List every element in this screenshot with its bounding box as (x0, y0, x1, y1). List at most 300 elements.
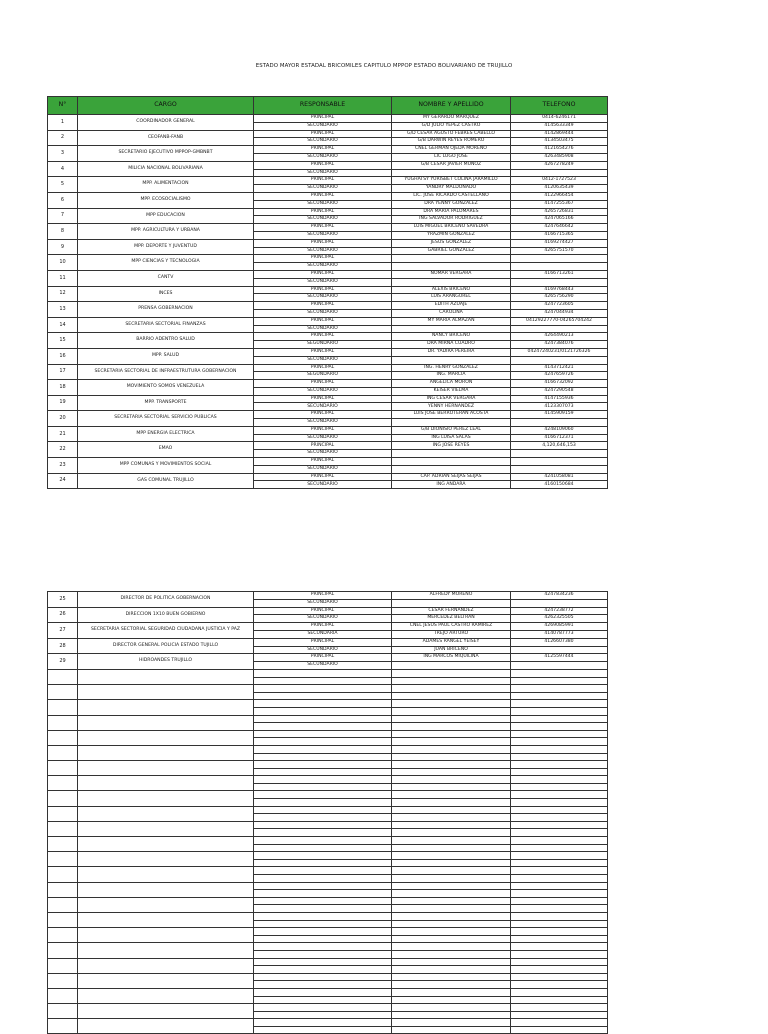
row-telefono: 4247290548 (511, 387, 608, 395)
row-responsable: PRINCIPAL (254, 255, 392, 263)
row-nombre (392, 263, 511, 271)
row-number: 12 (48, 286, 78, 302)
row-telefono (511, 829, 608, 837)
row-nombre: ING CESAR VERGARA (392, 395, 511, 403)
table-row (48, 364, 608, 372)
row-responsable (254, 1011, 392, 1019)
row-cargo: SECRETARIA SECTORIAL FINANZAS (78, 317, 254, 333)
row-cargo: MPP ENERGIA ELECTRICA (78, 426, 254, 442)
row-cargo: MPP. DEPORTE Y JUVENTUD (78, 239, 254, 255)
table-row (48, 317, 608, 325)
row-nombre: ING ANDARA (392, 481, 511, 489)
row-telefono (511, 844, 608, 852)
row-responsable (254, 776, 392, 784)
row-number (48, 973, 78, 988)
row-responsable: SECUNDARIO (254, 325, 392, 333)
row-nombre: ALEXIS BRICEÑO (392, 286, 511, 294)
row-responsable: PRINCIPAL (254, 395, 392, 403)
row-telefono: 4247659726 (511, 372, 608, 380)
row-telefono: 4120635439 (511, 185, 608, 193)
table-row (48, 592, 608, 600)
row-responsable (254, 806, 392, 814)
row-nombre (392, 419, 511, 427)
row-nombre (392, 783, 511, 791)
row-nombre (392, 973, 511, 981)
row-telefono: 4147255367 (511, 200, 608, 208)
row-nombre (392, 707, 511, 715)
row-cargo: PRENSA GOBERNACION (78, 302, 254, 318)
empty-row (48, 761, 608, 769)
row-nombre: ING. MARCIA (392, 372, 511, 380)
row-telefono: 4247646642 (511, 224, 608, 232)
row-responsable (254, 973, 392, 981)
row-nombre (392, 761, 511, 769)
table-row (48, 255, 608, 263)
row-nombre (392, 806, 511, 814)
row-number: 4 (48, 161, 78, 177)
contacts-table-2 (47, 591, 608, 1034)
header-number: N° (48, 97, 78, 115)
row-responsable: SECUNDARIO (254, 356, 392, 364)
row-number: 28 (48, 638, 78, 654)
row-nombre (392, 905, 511, 913)
row-telefono (511, 920, 608, 928)
row-telefono (511, 867, 608, 875)
row-responsable: SECUNDARIO (254, 200, 392, 208)
row-telefono (511, 700, 608, 708)
header-responsable: RESPONSABLE (254, 97, 392, 115)
row-responsable: PRINCIPAL (254, 380, 392, 388)
row-telefono (511, 599, 608, 607)
row-telefono (511, 745, 608, 753)
row-telefono: 4126607380 (511, 638, 608, 646)
row-nombre (392, 791, 511, 799)
row-responsable (254, 761, 392, 769)
table-row (48, 607, 608, 615)
row-cargo: MPP EDUCACION (78, 208, 254, 224)
row-responsable: SECUNDARIO (254, 646, 392, 654)
row-cargo (78, 776, 254, 791)
empty-row (48, 821, 608, 829)
row-cargo (78, 928, 254, 943)
row-nombre (392, 458, 511, 466)
row-nombre: NOMAR VERGARA (392, 270, 511, 278)
row-number (48, 715, 78, 730)
row-number (48, 745, 78, 760)
row-cargo: CEOFANB-FANB (78, 130, 254, 146)
table-row (48, 224, 608, 232)
row-number: 7 (48, 208, 78, 224)
row-telefono (511, 707, 608, 715)
row-responsable: PRINCIPAL (254, 623, 392, 631)
row-cargo: SECRETARIO EJECUTIVO MPPOP-GMBNBT (78, 146, 254, 162)
row-responsable (254, 981, 392, 989)
row-telefono (511, 973, 608, 981)
row-cargo: MPP. AGRICULTURA Y URBANA (78, 224, 254, 240)
row-telefono (511, 821, 608, 829)
row-responsable (254, 783, 392, 791)
row-nombre: ING SALVADOR RODRIGUEZ (392, 216, 511, 224)
row-nombre (392, 821, 511, 829)
table-row (48, 161, 608, 169)
document-title: ESTADO MAYOR ESTADAL BRICOMILES CAPITULO MPPOP ESTADO BOLIVARIANO DE TRUJILLO (255, 63, 513, 69)
row-responsable (254, 988, 392, 996)
row-nombre (392, 988, 511, 996)
row-telefono (511, 263, 608, 271)
header-row (48, 97, 608, 115)
row-nombre: DR. YADIRA PEREIRA (392, 348, 511, 356)
row-telefono (511, 981, 608, 989)
row-nombre (392, 745, 511, 753)
row-cargo (78, 669, 254, 684)
contacts-table-1 (47, 96, 608, 489)
row-nombre: G/D JULIO YEPEZ CASTRO (392, 122, 511, 130)
empty-row (48, 791, 608, 799)
row-responsable: PRINCIPAL (254, 364, 392, 372)
row-nombre (392, 966, 511, 974)
row-responsable: PRINCIPAL (254, 161, 392, 169)
row-nombre: CNEL JESUS PAUL CASTRO RAMIREZ (392, 623, 511, 631)
row-responsable (254, 928, 392, 936)
row-responsable (254, 685, 392, 693)
table-row (48, 333, 608, 341)
row-responsable (254, 1026, 392, 1034)
row-telefono (511, 255, 608, 263)
row-nombre: ANGELICA MORON (392, 380, 511, 388)
row-telefono (511, 996, 608, 1004)
row-responsable (254, 723, 392, 731)
row-telefono (511, 791, 608, 799)
row-nombre: YRAZMIN GONZALEZ (392, 231, 511, 239)
row-responsable: SECUNDARIO (254, 278, 392, 286)
row-responsable: PRINCIPAL (254, 115, 392, 123)
row-nombre: YANDRY MALDONADO (392, 185, 511, 193)
row-nombre (392, 669, 511, 677)
row-nombre (392, 890, 511, 898)
row-nombre (392, 935, 511, 943)
row-telefono: 4265751570 (511, 247, 608, 255)
row-telefono: 4140787773 (511, 630, 608, 638)
row-responsable: PRINCIPAL (254, 270, 392, 278)
row-nombre (392, 829, 511, 837)
row-responsable (254, 837, 392, 845)
row-telefono (511, 988, 608, 996)
row-responsable (254, 875, 392, 883)
row-cargo: MPP. TRANSPORTE (78, 395, 254, 411)
row-nombre (392, 753, 511, 761)
row-responsable: PRINCIPAL (254, 592, 392, 600)
row-nombre: DRA YENNY GONZALEZ (392, 200, 511, 208)
row-nombre (392, 715, 511, 723)
row-number: 17 (48, 364, 78, 380)
row-responsable: SECUNDARIO (254, 169, 392, 177)
row-cargo (78, 685, 254, 700)
row-telefono (511, 882, 608, 890)
row-telefono: 4,120,646,153 (511, 442, 608, 450)
table-row (48, 623, 608, 631)
row-telefono: 4145633349 (511, 122, 608, 130)
row-number: 5 (48, 177, 78, 193)
table-row (48, 458, 608, 466)
row-number (48, 730, 78, 745)
row-telefono: 4265726831 (511, 208, 608, 216)
row-cargo: EMAO (78, 442, 254, 458)
row-nombre (392, 723, 511, 731)
row-responsable (254, 799, 392, 807)
row-responsable: SECUNDARIO (254, 309, 392, 317)
row-telefono: 4247834236 (511, 592, 608, 600)
row-telefono: 4121654276 (511, 146, 608, 154)
row-telefono (511, 950, 608, 958)
row-responsable: PRINCIPAL (254, 638, 392, 646)
row-telefono (511, 806, 608, 814)
row-responsable: PRINCIPAL (254, 192, 392, 200)
row-telefono: 4169274427 (511, 239, 608, 247)
row-telefono (511, 1004, 608, 1012)
row-nombre (392, 837, 511, 845)
row-telefono (511, 419, 608, 427)
row-nombre (392, 943, 511, 951)
row-responsable (254, 867, 392, 875)
header-cargo: CARGO (78, 97, 254, 115)
row-cargo (78, 988, 254, 1003)
row-responsable: PRINCIPAL (254, 654, 392, 662)
row-cargo: SECRETARIA SECTORIAL SERVICIO PUBLICAS (78, 411, 254, 427)
row-responsable: SECUNDARIO (254, 599, 392, 607)
header-nombre: NOMBRE Y APELLIDO (392, 97, 511, 115)
table-row (48, 130, 608, 138)
row-telefono (511, 356, 608, 364)
row-number (48, 837, 78, 852)
row-nombre: ING JOSE REYES (392, 442, 511, 450)
row-number (48, 988, 78, 1003)
row-number: 25 (48, 592, 78, 608)
row-responsable: SECUNDARIO (254, 465, 392, 473)
row-responsable: SECUNDARIO (254, 138, 392, 146)
row-telefono (511, 814, 608, 822)
row-nombre: G/B CESAR JAVIER MUÑOZ (392, 161, 511, 169)
row-telefono (511, 761, 608, 769)
table-row (48, 654, 608, 662)
row-number (48, 821, 78, 836)
row-cargo (78, 867, 254, 882)
row-number: 2 (48, 130, 78, 146)
row-telefono (511, 776, 608, 784)
row-responsable: SECUNDARIO (254, 122, 392, 130)
row-telefono (511, 715, 608, 723)
row-responsable: SEGUNDARIO (254, 372, 392, 380)
row-number: 27 (48, 623, 78, 639)
row-responsable (254, 730, 392, 738)
row-cargo: SECRETARIA SECTORIAL SEGURIDAD CIUDADANA JUSTICIA Y PAZ (78, 623, 254, 639)
empty-row (48, 806, 608, 814)
row-nombre: LUIS ARANGUREL (392, 294, 511, 302)
row-nombre: CNEL GERMAN OJEDA MORENO (392, 146, 511, 154)
row-telefono: 4247044934 (511, 309, 608, 317)
row-telefono: 4166712371 (511, 434, 608, 442)
row-number (48, 943, 78, 958)
row-nombre: G/B DIONISIO PEREZ LEAL (392, 426, 511, 434)
row-nombre: TREJO ARTURO (392, 630, 511, 638)
row-nombre (392, 768, 511, 776)
row-cargo (78, 715, 254, 730)
row-number (48, 776, 78, 791)
row-telefono: 4145909159 (511, 411, 608, 419)
row-number: 3 (48, 146, 78, 162)
row-nombre (392, 882, 511, 890)
row-cargo (78, 897, 254, 912)
row-nombre: MY MARIA ALMAZAN (392, 317, 511, 325)
row-nombre: YENNY HERNANDEZ (392, 403, 511, 411)
row-responsable (254, 738, 392, 746)
row-nombre (392, 920, 511, 928)
empty-row (48, 1004, 608, 1012)
row-telefono: 4125597444 (511, 654, 608, 662)
row-responsable (254, 814, 392, 822)
row-telefono (511, 852, 608, 860)
row-cargo: SECRETARIA SECTORIAL DE INFRAESTRUTURA GOBERNACION (78, 364, 254, 380)
row-number: 19 (48, 395, 78, 411)
row-responsable: PRINCIPAL (254, 333, 392, 341)
row-telefono: 4262325505 (511, 615, 608, 623)
row-nombre: GABRIEL GONZALEZ (392, 247, 511, 255)
row-cargo (78, 912, 254, 927)
row-cargo: DIRECTOR GENERAL POLICIA ESTADO TUJILLO (78, 638, 254, 654)
row-number: 23 (48, 458, 78, 474)
row-nombre: LUIS MIGUEL BRICEÑO SAVEDRA (392, 224, 511, 232)
row-number (48, 685, 78, 700)
row-nombre: CAP. ADRIAN SEIJAS SEIJAS (392, 473, 511, 481)
row-responsable (254, 1004, 392, 1012)
row-cargo: MPP. ALIMENTACION (78, 177, 254, 193)
row-responsable (254, 943, 392, 951)
row-cargo (78, 837, 254, 852)
row-telefono (511, 935, 608, 943)
row-responsable: PRINCIPAL (254, 286, 392, 294)
row-cargo (78, 943, 254, 958)
row-responsable (254, 677, 392, 685)
row-telefono (511, 943, 608, 951)
row-responsable: SECUNDARIO (254, 403, 392, 411)
row-telefono (511, 169, 608, 177)
row-number: 1 (48, 115, 78, 131)
row-responsable: SECUNDARIO (254, 185, 392, 193)
row-responsable (254, 852, 392, 860)
row-nombre (392, 852, 511, 860)
row-telefono: 4247238772 (511, 607, 608, 615)
row-telefono: 0414-6246171 (511, 115, 608, 123)
row-responsable: SECUNDARIO (254, 434, 392, 442)
row-nombre (392, 599, 511, 607)
row-responsable: SEGUNDARIO (254, 341, 392, 349)
row-number (48, 958, 78, 973)
row-cargo (78, 882, 254, 897)
row-telefono (511, 458, 608, 466)
row-responsable: PRINCIPAL (254, 239, 392, 247)
row-telefono: 4267278249 (511, 161, 608, 169)
row-nombre: ING. HENRY GONZALEZ (392, 364, 511, 372)
row-responsable (254, 768, 392, 776)
empty-row (48, 669, 608, 677)
row-telefono (511, 738, 608, 746)
row-responsable (254, 821, 392, 829)
row-nombre: ALFREDY MORENO (392, 592, 511, 600)
row-responsable: SECUNDARIO (254, 387, 392, 395)
row-number (48, 897, 78, 912)
row-responsable (254, 966, 392, 974)
row-nombre (392, 356, 511, 364)
row-number: 18 (48, 380, 78, 396)
row-telefono: 4247065166 (511, 216, 608, 224)
row-nombre (392, 730, 511, 738)
row-responsable (254, 707, 392, 715)
row-responsable: SECUNDARIO (254, 662, 392, 670)
row-responsable: PRINCIPAL (254, 224, 392, 232)
table-row (48, 348, 608, 356)
row-number: 21 (48, 426, 78, 442)
row-responsable (254, 791, 392, 799)
row-number: 16 (48, 348, 78, 364)
row-number (48, 928, 78, 943)
row-nombre: LIC LUGO JOSE (392, 153, 511, 161)
row-nombre (392, 738, 511, 746)
row-nombre: DRA MARIA PALOMARES (392, 208, 511, 216)
row-responsable: PRINCIPAL (254, 302, 392, 310)
row-nombre (392, 867, 511, 875)
empty-row (48, 943, 608, 951)
row-cargo: DIRECTOR DE POLITICA GOBERNACION (78, 592, 254, 608)
row-responsable (254, 897, 392, 905)
row-telefono (511, 928, 608, 936)
row-number: 10 (48, 255, 78, 271)
row-number: 20 (48, 411, 78, 427)
row-number (48, 761, 78, 776)
row-telefono (511, 465, 608, 473)
row-cargo (78, 791, 254, 806)
row-responsable: SECUNDARIO (254, 481, 392, 489)
row-responsable (254, 935, 392, 943)
table-row (48, 286, 608, 294)
table-row (48, 270, 608, 278)
row-telefono (511, 897, 608, 905)
row-cargo (78, 973, 254, 988)
row-number: 22 (48, 442, 78, 458)
row-responsable (254, 890, 392, 898)
empty-row (48, 1019, 608, 1027)
row-number (48, 1019, 78, 1034)
row-nombre (392, 950, 511, 958)
row-telefono (511, 677, 608, 685)
row-responsable: PRINCIPAL (254, 426, 392, 434)
row-responsable: PRINCIPAL (254, 317, 392, 325)
empty-row (48, 988, 608, 996)
row-nombre: NANCY BRICEÑO (392, 333, 511, 341)
row-nombre (392, 1019, 511, 1027)
row-responsable (254, 753, 392, 761)
row-nombre (392, 928, 511, 936)
row-telefono (511, 450, 608, 458)
row-telefono: 4122966454 (511, 192, 608, 200)
row-telefono: 4166715365 (511, 231, 608, 239)
table-2-body (48, 592, 608, 1034)
row-telefono: 4269085991 (511, 623, 608, 631)
row-cargo: MILICIA NACIONAL BOLIVARIANA (78, 161, 254, 177)
row-responsable (254, 829, 392, 837)
table-row (48, 411, 608, 419)
row-responsable (254, 745, 392, 753)
row-nombre (392, 169, 511, 177)
row-responsable (254, 958, 392, 966)
